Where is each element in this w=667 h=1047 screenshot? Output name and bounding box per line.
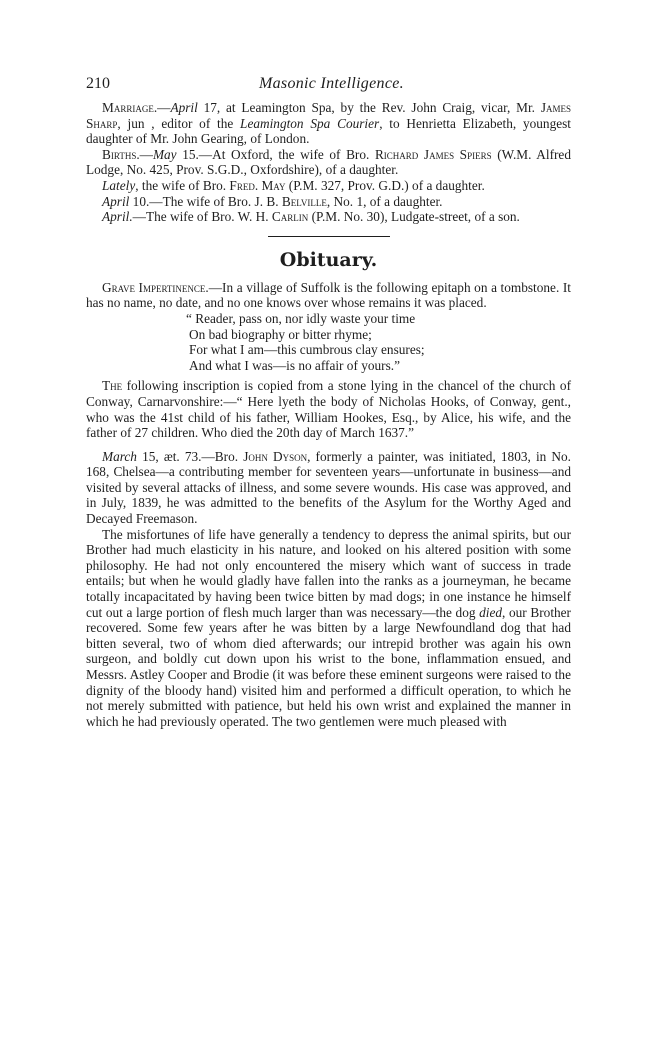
- page-number: 210: [86, 75, 110, 92]
- marriage-notice: Marriage.—April 17, at Leamington Spa, by the Rev. John Craig, vicar, Mr. James Sharp, jun , editor of the Leamington Spa Courier, to Henrietta Elizabeth, youngest daughter of Mr. John Gearing, of London.: [86, 100, 571, 147]
- epitaph-label: Grave Impertinence.: [102, 279, 209, 295]
- misfortunes-text: The misfortunes of life have generally a tendency to depress the animal spirits, but our Brother had much elasticity in his nature, and looked on his altered position with some philosophy. He had not only encountered the misery which want of success in trade entails; but when he would gladly have fallen into the ranks as a journeyman, he became totally incapacitated by having been twice bitten by mad dogs; in one instance he himself cut out a large portion of flesh much larger than was necessary—the dog: [86, 526, 571, 620]
- verse-line: For what I am—this cumbrous clay ensures;: [189, 342, 425, 358]
- birth-date: April.: [102, 209, 133, 225]
- birth-text: 10.—The wife of Bro. J. B.: [129, 193, 282, 209]
- marriage-label: Marriage.: [102, 100, 158, 115]
- birth-text: (P.M. 327, Prov. G.D.) of a daughter.: [285, 177, 485, 193]
- marriage-text: 17, at Leamington Spa, by the Rev. John Craig, vicar, Mr.: [197, 100, 541, 115]
- conway-inscription: [86, 378, 571, 440]
- birth-date: April: [102, 193, 130, 209]
- dyson-name: John Dyson: [243, 448, 308, 464]
- birth-father-name: Fred. May: [229, 177, 286, 193]
- marriage-text: , jun , editor of the: [117, 115, 241, 131]
- obituary-heading: Obituary.: [279, 248, 378, 271]
- birth-text: , the wife of Bro.: [135, 177, 230, 193]
- running-title: Masonic Intelligence.: [259, 75, 404, 92]
- epitaph-intro: [86, 280, 571, 311]
- birth-father-name: Belville: [281, 193, 327, 209]
- birth-date: May: [152, 146, 177, 162]
- birth-text: , No. 1, of a daughter.: [326, 193, 443, 209]
- paragraph-gap: [86, 441, 571, 449]
- birth-date: Lately: [102, 177, 136, 193]
- birth-text: (W.M. Alfred Lodge, No. 425, Prov. S.G.D., Oxfordshire), of a daughter.: [86, 146, 571, 178]
- dyson-date: March: [102, 448, 137, 464]
- running-head: [86, 76, 571, 100]
- birth-notice: [86, 194, 571, 210]
- birth-notice: [86, 209, 571, 225]
- dyson-text: 15, æt. 73.—Bro.: [136, 448, 244, 464]
- epitaph-intro-text: —In a village of Suffolk is the following epitaph on a tombstone. It has no name, no date, and no one knows over whose remains it was placed.: [86, 279, 571, 311]
- conway-text: following inscription is copied from a stone lying in the chancel of the church of Conway, Carnarvonshire:—“ Here lyeth the body of Nicholas Hooks, of Conway, gent., who was the 41st child of his father, William Hookes, Esq., by Alice, his wife, and the father of 27 children. Who died the 20th day of March 1637.”: [86, 378, 571, 441]
- marriage-groom: James Sharp: [86, 100, 571, 131]
- birth-father-name: Richard James Spiers: [374, 146, 492, 162]
- dyson-text: , formerly a painter, was initiated, 1803, in No. 168, Chelsea—a contributing member for seventeen years—unfortunate in business—and visited by several attacks of illness, and some severe wounds. His case was approved, and in July, 1839, he was admitted to the benefits of the Asylum for the Worthy Aged and Decayed Freemason.: [86, 448, 572, 527]
- birth-text: 15.—At Oxford, the wife of Bro.: [176, 146, 375, 162]
- birth-notice: [86, 178, 571, 194]
- conway-lead: The: [102, 378, 123, 394]
- marriage-date: April: [170, 100, 198, 115]
- birth-text: (P.M. No. 30), Ludgate-street, of a son.: [308, 209, 520, 225]
- verse-line: And what I was—is no affair of yours.”: [189, 357, 400, 373]
- birth-notice: Births.—May 15.—At Oxford, the wife of Bro. Richard James Spiers (W.M. Alfred Lodge, No. 425, Prov. S.G.D., Oxfordshire), of a daughter.: [86, 146, 571, 178]
- birth-text: —The wife of Bro. W. H.: [132, 209, 272, 225]
- verse-line: “ Reader, pass on, nor idly waste your time: [186, 310, 416, 326]
- died-emphasis: died: [479, 604, 503, 620]
- birth-father-name: Carlin: [271, 209, 309, 225]
- marriage-text: , to Henrietta Elizabeth, youngest daughter of Mr. John Gearing, of London.: [86, 115, 571, 147]
- dyson-misfortunes: [86, 527, 571, 730]
- section-divider: [268, 236, 390, 237]
- births-label: Births.: [102, 146, 140, 162]
- dyson-obituary: [86, 449, 571, 527]
- misfortunes-text: , our Brother recovered. Some few years after he was bitten by a large Newfoundland dog that had bitten several, two of whom died afterwards; our intrepid brother was again his own surgeon, and boldly cut down upon his wrist to the bone, inflammation ensued, and Messrs. Astley Cooper and Brodie (it was before these eminent surgeons were raised to the dignity of the bloody hand) visited him and performed a difficult operation, to which he not merely submitted with patience, but held his own wrist and explained the manner in which he had previously operated. The two gentlemen were much pleased with: [86, 604, 571, 729]
- verse-line: On bad biography or bitter rhyme;: [189, 326, 372, 342]
- epitaph-verse: [186, 311, 571, 373]
- marriage-newspaper: Leamington Spa Courier: [240, 115, 380, 131]
